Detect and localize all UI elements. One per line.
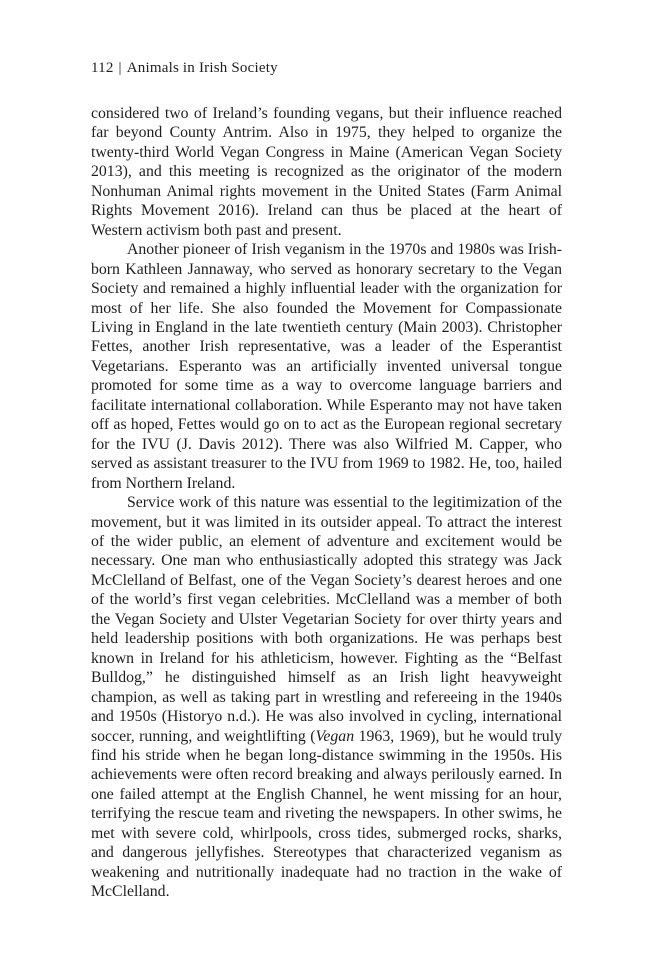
body-text: [91, 104, 562, 902]
paragraph-text-part: Service work of this nature was essential to the legitimization of the movement, but it was limited in its outsider appeal. To attract the interest of the wider public, an element of adventure and excitement would be necessary. One man who enthusiastically adopted this strategy was Jack McClelland of Belfast, one of the Vegan Society’s dearest heroes and one of the world’s first vegan celebrities. McClelland was a member of both the Vegan Society and Ulster Vegetarian Society for over thirty years and held leadership positions with both organizations. He was perhaps best known in Ireland for his athleticism, however. Fighting as the “Belfast Bulldog,” he distinguished himself as an Irish light heavyweight champion, as well as taking part in wrestling and refereeing in the 1940s and 1950s (Historyo n.d.). He was also involved in cycling, international soccer, running, and weightlifting (: [91, 494, 562, 745]
paragraph-text-part: 1963, 1969), but he would truly find his stride when he began long-distance swimming in the 1950s. His achievements were often record breaking and always perilously earned. In one failed attempt at the English Channel, he went missing for an hour, terrifying the rescue team and riveting the newspapers. In other swims, he met with severe cold, whirlpools, cross tides, submerged rocks, sharks, and dangerous jellyfishes. Stereotypes that characterized veganism as weakening and nutritionally inadequate had no traction in the wake of McClelland.: [91, 727, 562, 901]
header-separator: |: [118, 60, 122, 76]
paragraph-continued: considered two of Ireland’s founding vegans, but their influence reached far beyond County Antrim. Also in 1975, they helped to organize the twenty-third World Vegan Congress in Maine (American Vegan Society 2013), and this meeting is recognized as the originator of the modern Nonhuman Animal rights movement in the United States (Farm Animal Rights Movement 2016). Ireland can thus be placed at the heart of Western activism both past and present.: [91, 105, 562, 239]
italic-title-vegan: Vegan: [315, 727, 355, 745]
paragraph-irish-pioneers: Another pioneer of Irish veganism in the 1970s and 1980s was Irish-born Kathleen Jannaway, who served as honorary secretary to the Vegan Society and remained a highly influential leader with the organization for most of her life. She also founded the Movement for Compassionate Living in England in the late twentieth century (Main 2003). Christopher Fettes, another Irish representative, was a leader of the Esperantist Vegetarians. Esperanto was an artificially invented universal tongue promoted for some time as a way to overcome language barriers and facilitate international collaboration. While Esperanto may not have taken off as hoped, Fettes would go on to act as the European regional secretary for the IVU (J. Davis 2012). There was also Wilfried M. Capper, who served as assistant treasurer to the IVU from 1969 to 1982. He, too, hailed from Northern Ireland.: [91, 241, 562, 492]
paragraph-mcclelland: [91, 493, 562, 902]
running-head: [91, 60, 278, 77]
book-title: Animals in Irish Society: [126, 60, 278, 76]
page-number: 112: [91, 60, 114, 76]
